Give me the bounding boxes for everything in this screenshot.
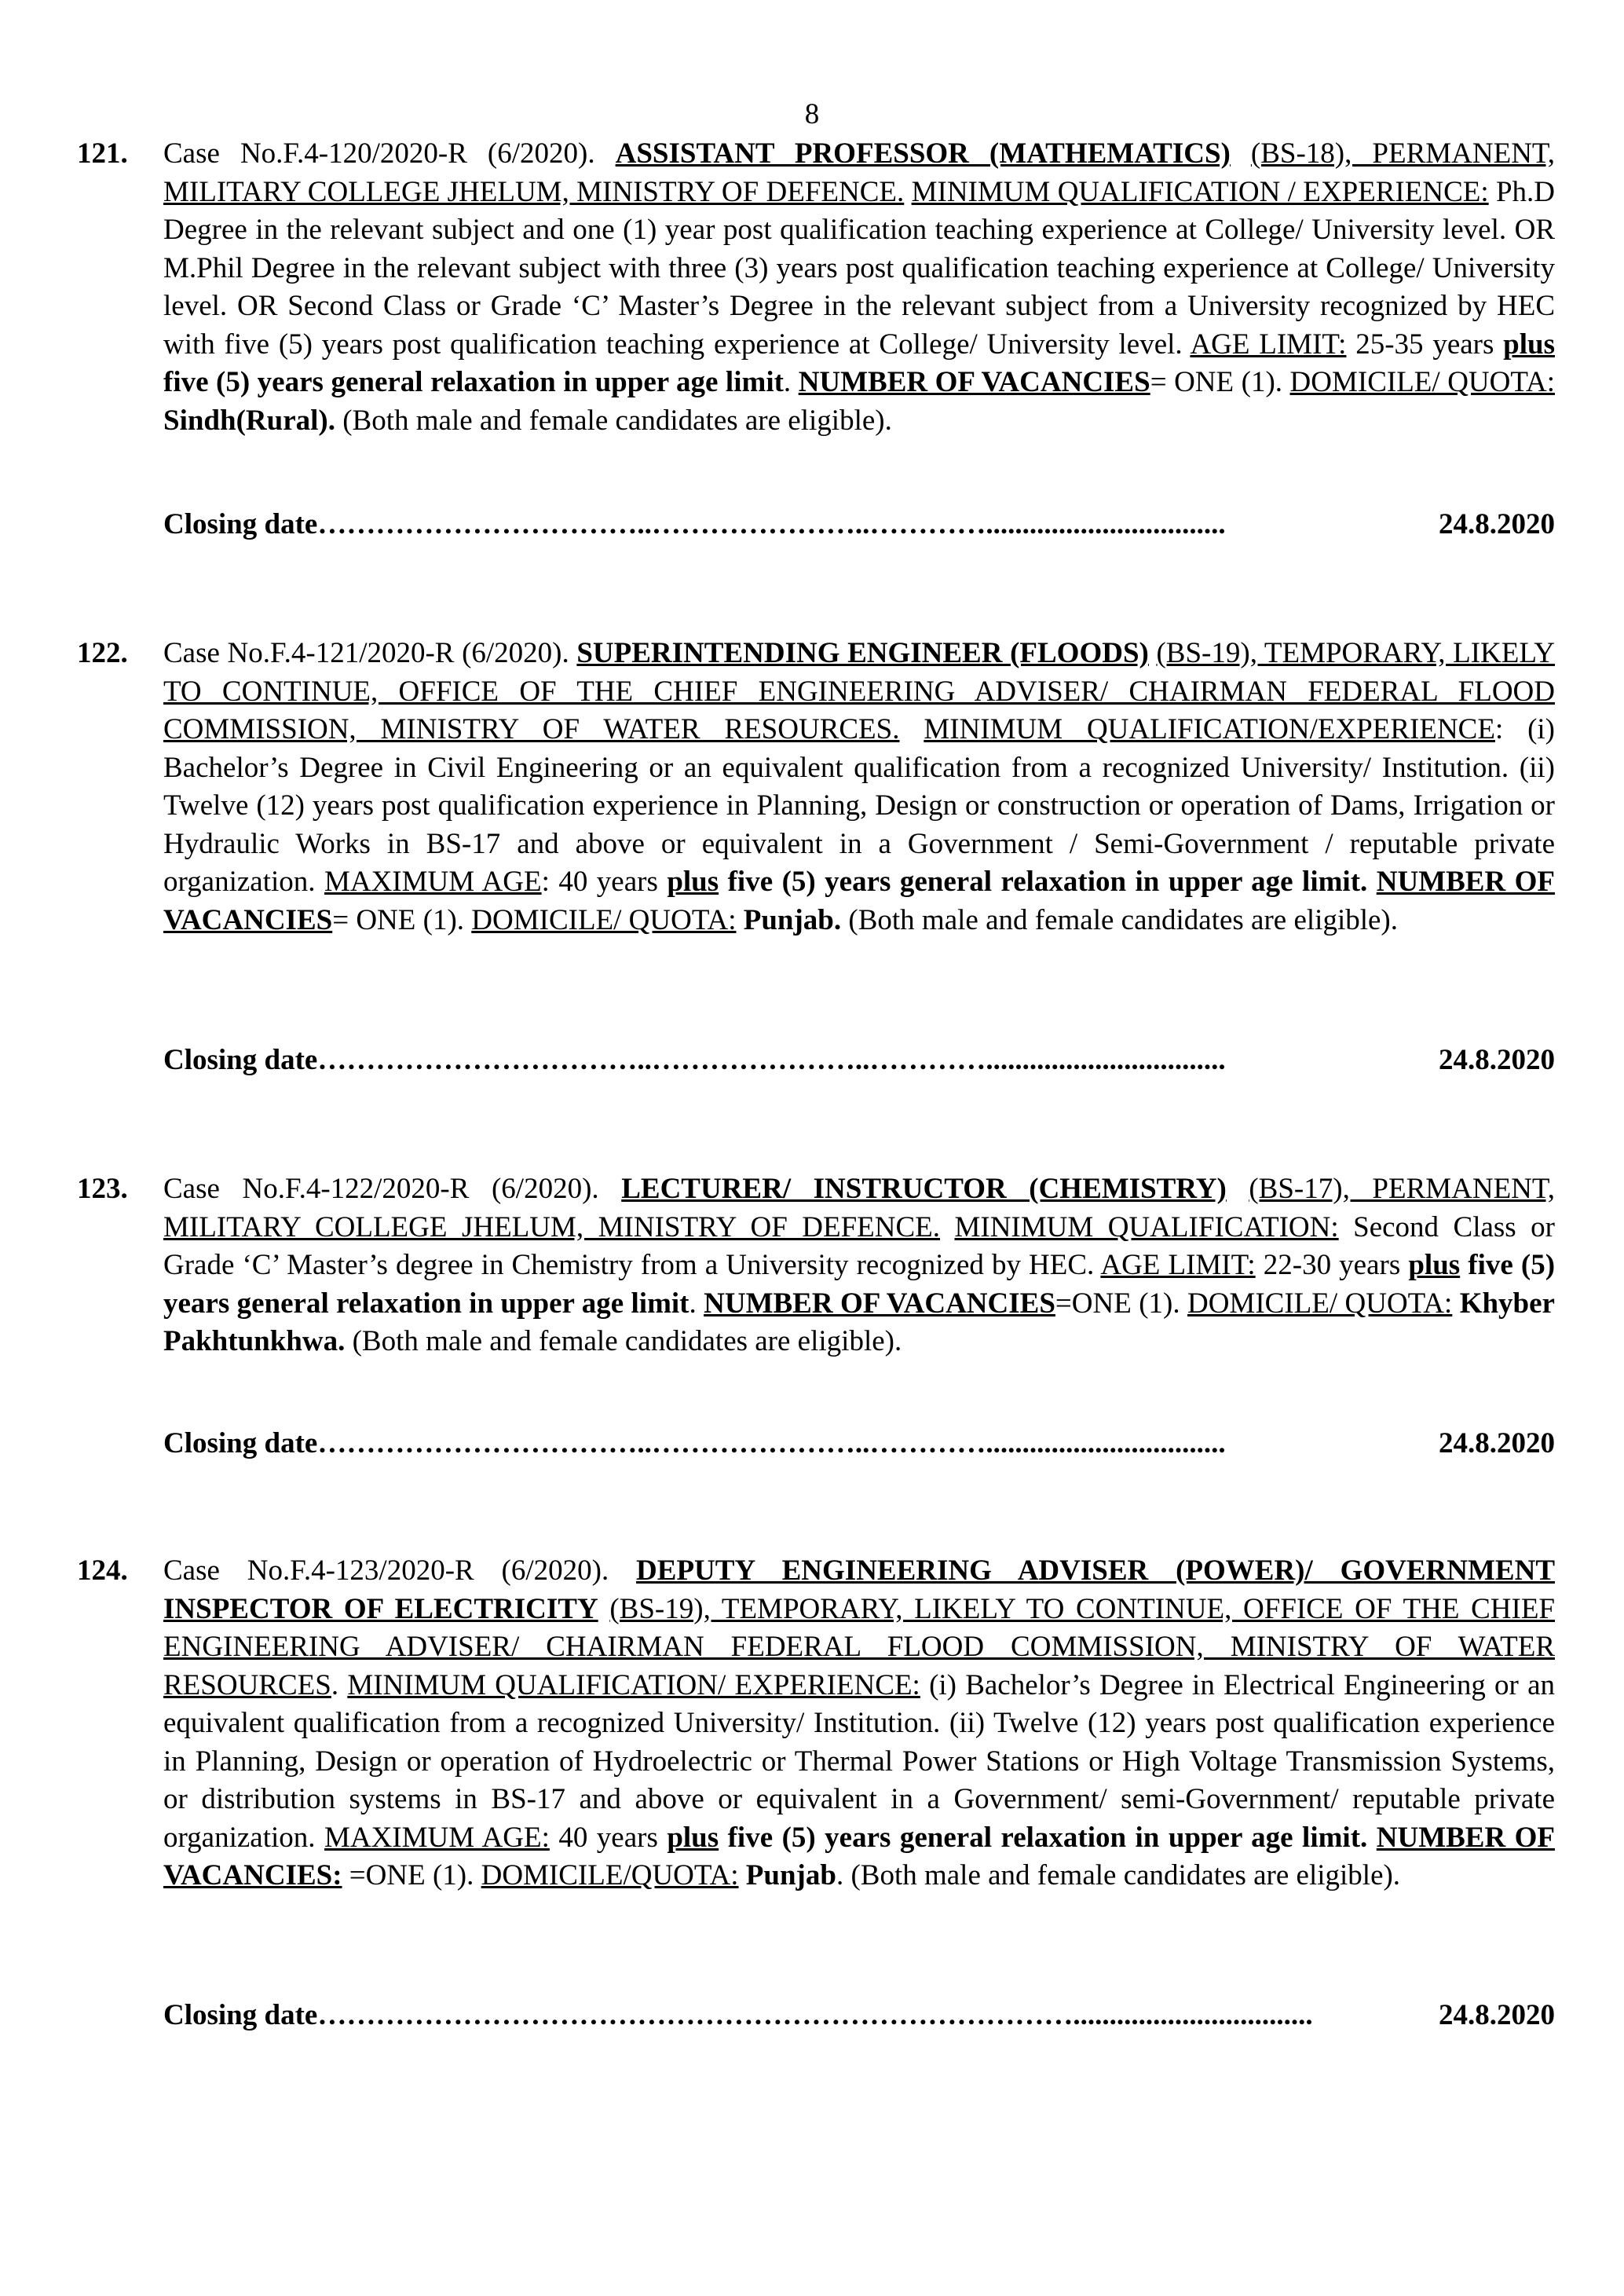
entry-number: 124. xyxy=(77,1554,128,1587)
post-title: SUPERINTENDING ENGINEER (FLOODS) xyxy=(576,637,1149,669)
entry-number: 121. xyxy=(77,137,128,170)
vacancies-label: NUMBER OF VACANCIES xyxy=(798,366,1150,398)
relaxation-end: . xyxy=(689,1287,697,1320)
post-title: DEPUTY ENGINEERING ADVISER (POWER)/ GOVERNMENT INSPECTOR OF ELECTRICITY xyxy=(163,1554,1556,1625)
closing-date-label: Closing date xyxy=(163,1044,318,1076)
closing-date-leader: ……………………………..…………………..…………................................. xyxy=(317,508,1226,540)
closing-date-leader: ……………………………..…………………..…………................................. xyxy=(317,1427,1226,1459)
age-label: AGE LIMIT: xyxy=(1190,328,1347,361)
closing-date-value: 24.8.2020 xyxy=(1439,1044,1555,1076)
closing-date-label: Closing date xyxy=(163,1999,318,2031)
closing-date-label: Closing date xyxy=(163,508,318,540)
vacancies-text: =ONE (1). xyxy=(349,1859,474,1891)
qualification-label: MINIMUM QUALIFICATION / EXPERIENCE: xyxy=(911,175,1489,208)
closing-date-leader: ……………………………..…………………..…………................................. xyxy=(317,1044,1226,1076)
closing-date-line xyxy=(163,1425,1555,1463)
closing-date-label: Closing date xyxy=(163,1427,318,1459)
scale-details: (BS-17), PERMANENT, MILITARY COLLEGE JHELUM, MINISTRY OF DEFENCE. xyxy=(163,1173,1556,1243)
domicile-value: Khyber Pakhtunkhwa. xyxy=(163,1287,1555,1357)
post-title: LECTURER/ INSTRUCTOR (CHEMISTRY) xyxy=(621,1173,1227,1205)
case-number: Case No.F.4-120/2020-R (6/2020). xyxy=(163,137,595,170)
eligibility-text: (Both male and female candidates are eligible). xyxy=(850,1859,1401,1891)
scale-details: (BS-19), TEMPORARY, LIKELY TO CONTINUE, OFFICE OF THE CHIEF ENGINEERING ADVISER/ CHAIRMAN FEDERAL FLOOD COMMISSION, MINISTRY OF WATER RESOURCES. xyxy=(163,637,1555,745)
age-text: : 40 years xyxy=(541,866,658,898)
relaxation-text: five (5) years general relaxation in upper age limit xyxy=(163,366,784,398)
vacancies-text: = ONE (1). xyxy=(1150,366,1283,398)
qualification-text: Ph.D Degree in the relevant subject and one (1) year post qualification teaching experience at College/ University level. OR M.Phil Degree in the relevant subject with three (3) years post qualification teaching experience at College/ University level. OR Second Class or Grade ‘C’ Master’s Degree in the relevant subject from a University recognized by HEC with five (5) years post qualification teaching experience at College/ University level. xyxy=(163,175,1556,361)
closing-date-value: 24.8.2020 xyxy=(1439,508,1555,540)
qualification-text: : (i) Bachelor’s Degree in Civil Engineering or an equivalent qualification from a recognized University/ Institution. (ii) Twelve (12) years post qualification experience in Planning, Design or construction or operation of Dams, Irrigation or Hydraulic Works in BS-17 and above or equivalent in a Government / Semi-Government / reputable private organization. xyxy=(163,713,1556,898)
domicile-label: DOMICILE/ QUOTA: xyxy=(1187,1287,1453,1320)
age-label: MAXIMUM AGE xyxy=(324,866,542,898)
domicile-label: DOMICILE/QUOTA: xyxy=(481,1859,739,1891)
entry-number: 123. xyxy=(77,1173,128,1205)
case-number: Case No.F.4-121/2020-R (6/2020). xyxy=(163,637,569,669)
eligibility-text: (Both male and female candidates are eligible). xyxy=(342,404,892,437)
scale-details: (BS-18), PERMANENT, MILITARY COLLEGE JHELUM, MINISTRY OF DEFENCE. xyxy=(163,137,1556,208)
qualification-label: MINIMUM QUALIFICATION/EXPERIENCE xyxy=(924,713,1495,745)
domicile-value: Punjab. xyxy=(743,903,842,936)
closing-date-leader: ……………………………………………………………………................................. xyxy=(317,1999,1313,2031)
case-number: Case No.F.4-123/2020-R (6/2020). xyxy=(163,1554,609,1587)
domicile-value: Sindh(Rural). xyxy=(163,404,335,437)
plus-text: plus xyxy=(667,866,719,898)
closing-date-line xyxy=(163,1042,1555,1080)
entry-body xyxy=(163,1170,1555,1361)
vacancies-text: = ONE (1). xyxy=(332,903,465,936)
entry-number: 122. xyxy=(77,637,128,669)
qualification-text: (i) Bachelor’s Degree in Electrical Engineering or an equivalent qualification from a recognized University/ Institution. (ii) Twelve (12) years post qualification experience in Planning, Design or operation of Hydroelectric or Thermal Power Stations or High Voltage Transmission Systems, or distribution systems in BS-17 and above or equivalent in a Government/ semi-Government/ reputable private organization. xyxy=(163,1668,1555,1854)
relaxation-end: . xyxy=(783,366,792,398)
qualification-label: MINIMUM QUALIFICATION/ EXPERIENCE: xyxy=(347,1668,920,1701)
vacancies-label: NUMBER OF VACANCIES xyxy=(704,1287,1055,1320)
age-label: MAXIMUM AGE: xyxy=(324,1821,550,1854)
age-label: AGE LIMIT: xyxy=(1100,1249,1256,1281)
age-text: 22-30 years xyxy=(1263,1249,1401,1281)
qualification-text: Second Class or Grade ‘C’ Master’s degree in Chemistry from a University recognized by HEC. xyxy=(163,1210,1555,1281)
entry-body xyxy=(163,635,1555,939)
plus-text: plus xyxy=(667,1821,719,1854)
case-number: Case No.F.4-122/2020-R (6/2020). xyxy=(163,1173,599,1205)
scale-details: (BS-19), TEMPORARY, LIKELY TO CONTINUE, OFFICE OF THE CHIEF ENGINEERING ADVISER/ CHAIRMAN FEDERAL FLOOD COMMISSION, MINISTRY OF WATER RESOURCES xyxy=(163,1592,1556,1701)
entry-body xyxy=(163,1552,1555,1895)
plus-text: plus xyxy=(1503,328,1556,361)
domicile-value: Punjab xyxy=(745,1859,836,1891)
relaxation-text: five (5) years general relaxation in upper age limit. xyxy=(727,1821,1368,1854)
closing-date-value: 24.8.2020 xyxy=(1439,1427,1555,1459)
age-text: 25-35 years xyxy=(1355,328,1494,361)
domicile-label: DOMICILE/ QUOTA: xyxy=(471,903,737,936)
domicile-end: . xyxy=(836,1859,844,1891)
vacancies-label: NUMBER OF VACANCIES: xyxy=(163,1821,1556,1891)
entry-body xyxy=(163,135,1555,440)
eligibility-text: (Both male and female candidates are eligible). xyxy=(848,903,1398,936)
qualification-label: MINIMUM QUALIFICATION: xyxy=(954,1210,1339,1243)
scale-end: . xyxy=(331,1668,339,1701)
domicile-label: DOMICILE/ QUOTA: xyxy=(1289,366,1555,398)
closing-date-line xyxy=(163,1997,1555,2035)
age-text: 40 years xyxy=(558,1821,658,1854)
vacancies-label: NUMBER OF VACANCIES xyxy=(163,866,1556,936)
vacancies-text: =ONE (1). xyxy=(1055,1287,1180,1320)
eligibility-text: (Both male and female candidates are eligible). xyxy=(352,1325,902,1357)
relaxation-text: five (5) years general relaxation in upper age limit xyxy=(163,1249,1556,1320)
page-number: 8 xyxy=(804,98,820,130)
post-title: ASSISTANT PROFESSOR (MATHEMATICS) xyxy=(615,137,1231,170)
closing-date-value: 24.8.2020 xyxy=(1439,1999,1555,2031)
closing-date-line xyxy=(163,506,1555,544)
relaxation-text: five (5) years general relaxation in upper age limit. xyxy=(727,866,1368,898)
plus-text: plus xyxy=(1408,1249,1461,1281)
